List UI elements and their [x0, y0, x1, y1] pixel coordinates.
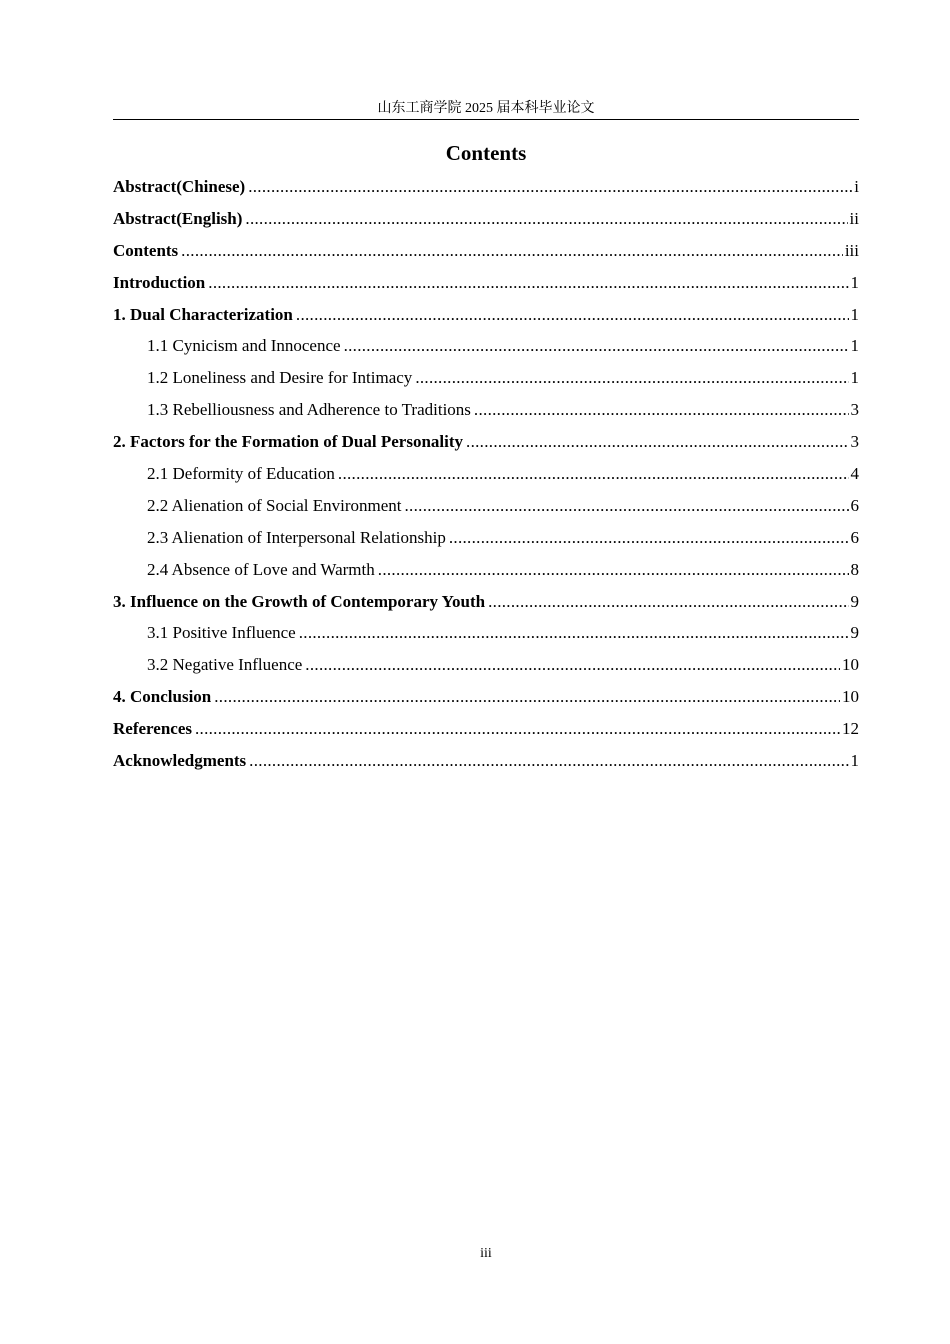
toc-entry-page: 12 — [842, 719, 859, 739]
dot-leader — [415, 362, 848, 394]
toc-entry-contents[interactable] — [113, 235, 859, 267]
table-of-contents — [113, 171, 859, 777]
dot-leader — [344, 330, 849, 362]
toc-entry-introduction[interactable] — [113, 267, 859, 299]
toc-entry-title: 3.2 Negative Influence — [147, 655, 303, 675]
toc-entry-page: 4 — [850, 464, 859, 484]
toc-entry-title: 1. Dual Characterization — [113, 304, 293, 324]
toc-entry-page: ii — [849, 208, 859, 228]
toc-entry-section-1-3[interactable] — [113, 394, 859, 426]
toc-entry-chapter-4[interactable] — [113, 681, 859, 713]
toc-entry-title: Contents — [113, 240, 179, 260]
dot-leader — [181, 235, 843, 267]
dot-leader — [405, 490, 849, 522]
toc-entry-page: 8 — [850, 559, 859, 579]
toc-entry-section-2-3[interactable] — [113, 522, 859, 554]
dot-leader — [245, 203, 847, 235]
toc-entry-section-2-2[interactable] — [113, 490, 859, 522]
page-number: iii — [480, 1246, 492, 1261]
toc-entry-page: 1 — [850, 751, 859, 771]
toc-entry-page: 6 — [850, 495, 859, 515]
toc-entry-page: 10 — [842, 655, 859, 675]
toc-entry-acknowledgments[interactable] — [113, 745, 859, 777]
toc-entry-section-1-1[interactable] — [113, 330, 859, 362]
toc-entry-title: Introduction — [113, 272, 206, 292]
toc-entry-page: 1 — [850, 368, 859, 388]
dot-leader — [466, 426, 848, 458]
toc-entry-title: Abstract(Chinese) — [113, 177, 246, 196]
toc-entry-chapter-2[interactable] — [113, 426, 859, 458]
toc-entry-title: References — [113, 719, 192, 739]
toc-entry-title: 3.1 Positive Influence — [147, 623, 296, 643]
toc-entry-page: 1 — [850, 336, 859, 356]
toc-entry-title: 2. Factors for the Formation of Dual Personality — [113, 432, 464, 452]
toc-entry-section-2-4[interactable] — [113, 554, 859, 586]
toc-entry-page: 6 — [850, 527, 859, 547]
toc-title: Contents — [445, 141, 527, 165]
dot-leader — [378, 554, 849, 586]
dot-leader — [249, 745, 848, 777]
toc-entry-page: 3 — [850, 400, 859, 420]
toc-entry-title: 1.1 Cynicism and Innocence — [147, 336, 341, 356]
toc-entry-page: 3 — [850, 432, 859, 452]
toc-entry-page: 9 — [850, 623, 859, 643]
toc-entry-page: 1 — [850, 304, 859, 324]
toc-entry-page: i — [854, 177, 859, 196]
toc-entry-title: Abstract(English) — [113, 208, 243, 228]
dot-leader — [338, 458, 849, 490]
toc-entry-title: 1.3 Rebelliousness and Adherence to Traditions — [147, 400, 471, 420]
dot-leader — [296, 299, 849, 331]
toc-entry-title: 2.1 Deformity of Education — [147, 464, 335, 484]
toc-entry-title: 2.4 Absence of Love and Warmth — [147, 559, 375, 579]
toc-entry-title: 4. Conclusion — [113, 687, 212, 707]
dot-leader — [248, 171, 852, 203]
toc-entry-references[interactable] — [113, 713, 859, 745]
toc-entry-chapter-3[interactable] — [113, 586, 859, 618]
running-header: 山东工商学院 2025 届本科毕业论文 — [377, 101, 595, 116]
toc-entry-title: 1.2 Loneliness and Desire for Intimacy — [147, 368, 413, 388]
toc-entry-page: 1 — [850, 272, 859, 292]
toc-entry-page: 10 — [842, 687, 859, 707]
dot-leader — [474, 394, 849, 426]
toc-entry-title: 2.3 Alienation of Interpersonal Relationship — [147, 527, 446, 547]
dot-leader — [305, 649, 840, 681]
dot-leader — [449, 522, 849, 554]
dot-leader — [208, 267, 848, 299]
toc-entry-section-3-2[interactable] — [113, 649, 859, 681]
dot-leader — [195, 713, 840, 745]
toc-entry-title: 2.2 Alienation of Social Environment — [147, 495, 402, 515]
toc-entry-chapter-1[interactable] — [113, 299, 859, 331]
dot-leader — [299, 617, 849, 649]
toc-entry-section-1-2[interactable] — [113, 362, 859, 394]
toc-entry-section-3-1[interactable] — [113, 617, 859, 649]
toc-entry-abstract-chinese[interactable] — [113, 171, 859, 203]
dot-leader — [214, 681, 840, 713]
toc-entry-abstract-english[interactable] — [113, 203, 859, 235]
toc-entry-title: 3. Influence on the Growth of Contemporary Youth — [113, 591, 486, 611]
header-rule — [113, 119, 859, 120]
toc-entry-page: iii — [844, 240, 859, 260]
toc-entry-title: Acknowledgments — [113, 751, 247, 771]
toc-entry-section-2-1[interactable] — [113, 458, 859, 490]
dot-leader — [488, 586, 848, 618]
toc-entry-page: 9 — [850, 591, 859, 611]
